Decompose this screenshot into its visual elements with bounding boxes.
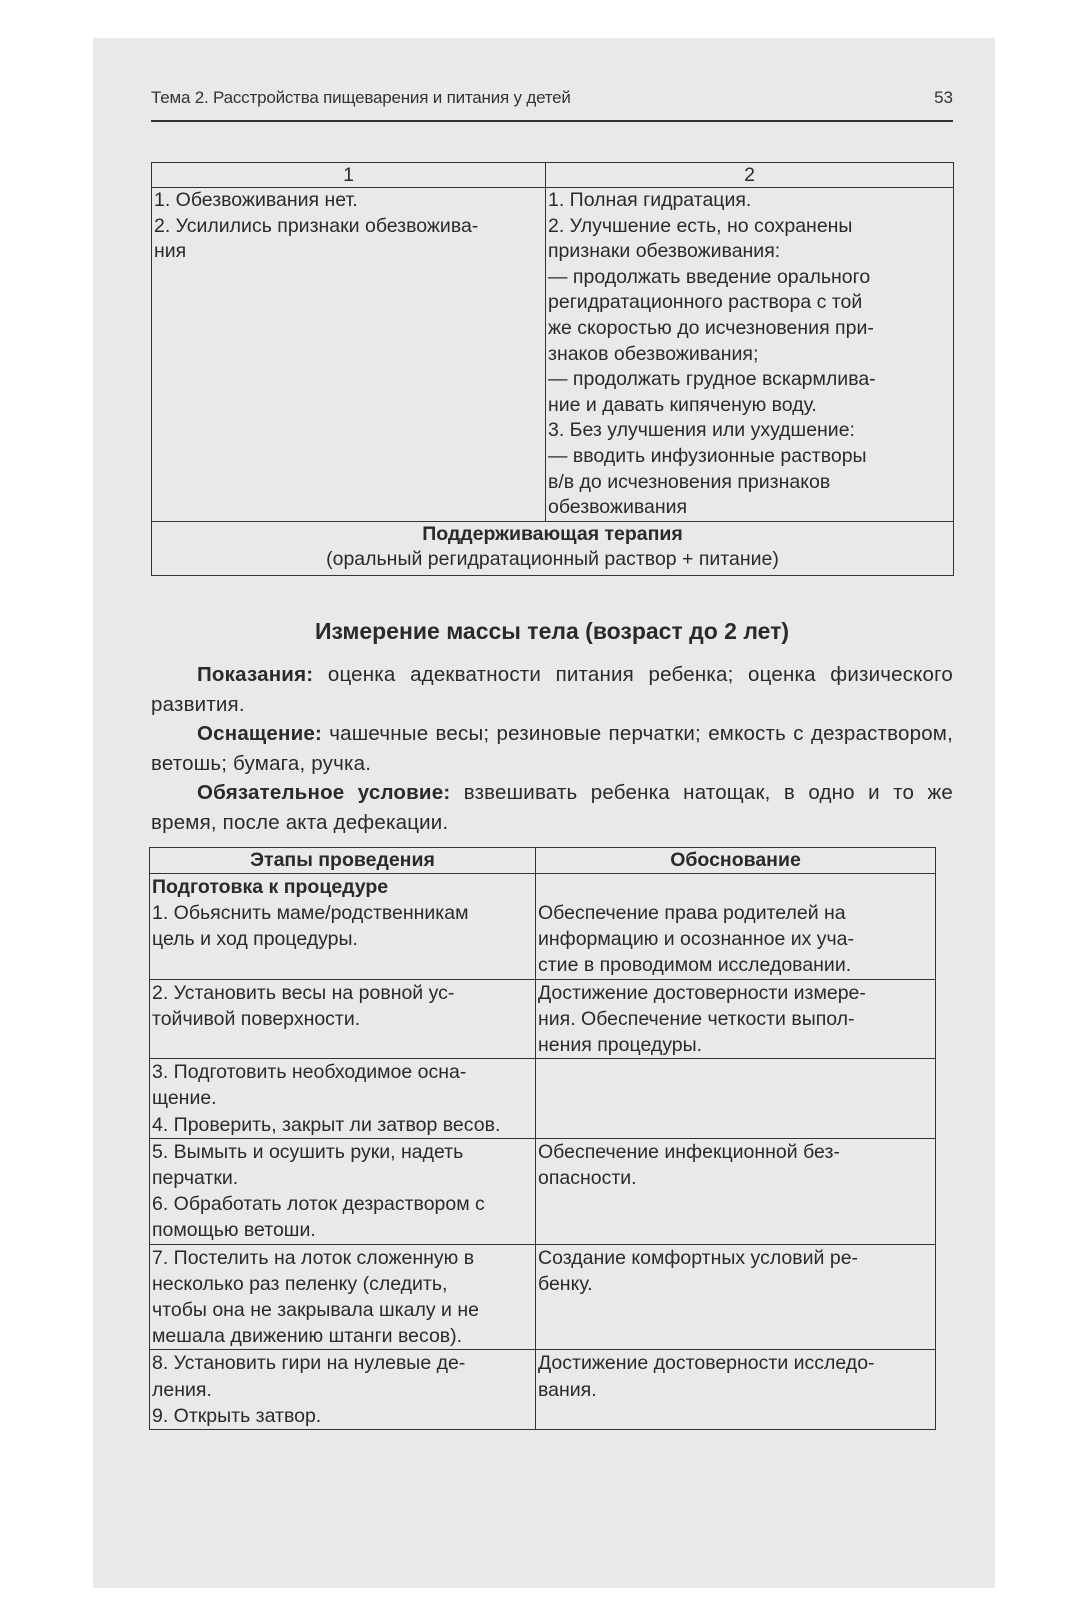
stage-cell: 5. Вымыть и осушить руки, надеть перчатки. 6. Обработать лоток дезраствором с помощью ветоши.	[150, 1138, 536, 1244]
equipment-paragraph	[151, 719, 953, 778]
condition-paragraph	[151, 778, 953, 837]
rationale-cell	[536, 1059, 936, 1139]
equipment-label: Оснащение:	[197, 722, 323, 745]
column-header-rationale: Обоснование	[536, 848, 936, 874]
rationale-cell	[536, 874, 936, 980]
indications-label: Показания:	[197, 663, 314, 686]
table-row	[152, 188, 954, 522]
column-header-stages: Этапы проведения	[150, 848, 536, 874]
rationale-cell: Создание комфортных условий ре- бенку.	[536, 1244, 936, 1350]
table-header-row	[150, 848, 936, 874]
rationale-cell: Достижение достоверности измере- ния. Обеспечение четкости выпол- нения процедуры.	[536, 979, 936, 1059]
table-row	[150, 1138, 936, 1244]
book-page	[93, 38, 995, 1588]
action-cell: 1. Полная гидратация. 2. Улучшение есть, но сохранены признаки обезвоживания: — продолжать введение орального регидратационного раствора с той же скоростью до исчезновения при- знаков обезвоживания; — продолжать грудное вскармлива- ние и давать кипяченую воду. 3. Без улучшения или ухудшение: — вводить инфузионные растворы в/в до исчезновения признаков обезвоживания	[546, 188, 954, 522]
rationale-text: Обеспечение права родителей на информацию и осознанное их уча- стие в проводимом исследовании.	[538, 902, 855, 977]
column-header-2: 2	[546, 163, 954, 188]
section-title: Измерение массы тела (возраст до 2 лет)	[314, 618, 790, 644]
procedure-table	[149, 847, 936, 1430]
table-row	[152, 521, 954, 575]
equipment-text: чашечные весы; резиновые перчатки; емкость с дезраствором, ветошь; бумага, ручка.	[151, 722, 953, 775]
stage-cell: 2. Установить весы на ровной ус- тойчивой поверхности.	[150, 979, 536, 1059]
stage-cell: 7. Постелить на лоток сложенную в несколько раз пеленку (следить, чтобы она не закрывала шкалу и не мешала движению штанги весов).	[150, 1244, 536, 1350]
running-title: Тема 2. Расстройства пищеварения и питания у детей	[151, 88, 571, 107]
preparation-subheading: Подготовка к процедуре	[152, 876, 389, 898]
support-therapy-title: Поддерживающая терапия	[422, 522, 683, 545]
table-row	[150, 1059, 936, 1139]
table-row	[150, 979, 936, 1059]
stage-cell: 3. Подготовить необходимое осна- щение. 4. Проверить, закрыт ли затвор весов.	[150, 1059, 536, 1139]
indications-text: оценка адекватности питания ребенка; оценка физического развития.	[151, 663, 953, 716]
table-header-row	[152, 163, 954, 188]
rationale-cell: Достижение достоверности исследо- вания.	[536, 1350, 936, 1430]
assessment-cell: 1. Обезвоживания нет. 2. Усилились признаки обезвожива- ния	[152, 188, 546, 522]
support-therapy-text: (оральный регидратационный раствор + питание)	[326, 548, 779, 571]
running-header	[151, 88, 953, 110]
table-row	[150, 874, 936, 980]
rationale-cell: Обеспечение инфекционной без- опасности.	[536, 1138, 936, 1244]
page-number: 53	[934, 88, 953, 107]
header-rule	[151, 120, 953, 122]
section-paragraphs	[151, 660, 953, 837]
support-therapy-cell	[152, 521, 954, 575]
table-row	[150, 1350, 936, 1430]
stage-text: 1. Обьяснить маме/родственникам цель и ход процедуры.	[152, 902, 469, 951]
column-header-1: 1	[152, 163, 546, 188]
condition-text: взвешивать ребенка натощак, в одно и то же время, после акта дефекации.	[151, 781, 953, 834]
stage-cell: 8. Установить гири на нулевые де- ления. 9. Открыть затвор.	[150, 1350, 536, 1430]
rehydration-table	[151, 162, 954, 576]
stage-cell	[150, 874, 536, 980]
condition-label: Обязательное условие:	[197, 781, 451, 804]
indications-paragraph	[151, 660, 953, 719]
table-row	[150, 1244, 936, 1350]
